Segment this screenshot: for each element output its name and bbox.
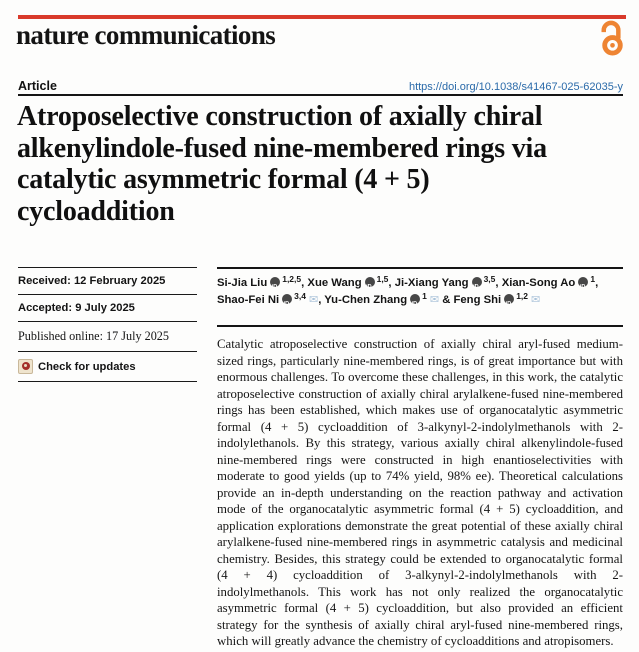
title-line: catalytic asymmetric formal (4 + 5) (17, 164, 430, 195)
author: Xue Wang iD $^{1,5}$, (307, 277, 394, 289)
orcid-icon[interactable] (578, 277, 588, 287)
affiliation-superscript: 1,5 (376, 274, 389, 284)
affiliation-superscript: 1 (422, 291, 427, 301)
author: Si-Jia Liu iD $^{1,2,5}$, (217, 277, 307, 289)
doi-link[interactable]: https://doi.org/10.1038/s41467-025-62035-y (408, 81, 623, 93)
main-column (217, 267, 623, 650)
journal-wordmark: nature communications (16, 20, 276, 50)
article-type-label: Article (18, 79, 57, 93)
title-line: Atroposelective construction of axially chiral (17, 101, 543, 132)
title-line: cycloaddition (17, 195, 175, 227)
published-date: Published online: 17 July 2025 (18, 321, 197, 351)
email-icon[interactable]: ✉ (429, 294, 440, 306)
author: Shao-Fei Ni iD $^{3,4}$ ✉, (217, 294, 324, 306)
open-access-icon (599, 20, 626, 56)
orcid-icon[interactable] (282, 294, 292, 304)
author: Feng Shi iD $^{1,2}$ ✉ (454, 294, 541, 306)
article-meta-row (18, 79, 623, 93)
author: Yu-Chen Zhang iD $^1$ ✉ & (324, 294, 453, 306)
author: Ji-Xiang Yang iD $^{3,5}$, (395, 277, 502, 289)
orcid-icon[interactable] (365, 277, 375, 287)
header-divider (18, 94, 623, 96)
crossmark-icon (18, 359, 33, 374)
affiliation-superscript: 3,5 (483, 274, 496, 284)
affiliation-superscript: 1,2 (516, 291, 529, 301)
orcid-icon[interactable] (270, 277, 280, 287)
affiliation-superscript: 1 (590, 274, 596, 284)
author-list (217, 267, 623, 309)
orcid-icon[interactable] (472, 277, 482, 287)
orcid-icon[interactable] (410, 294, 420, 304)
accepted-date: Accepted: 9 July 2025 (18, 294, 197, 321)
dates-sidebar (18, 267, 197, 382)
author-line (217, 275, 623, 292)
author: Xian-Song Ao iD $^1$, (502, 277, 599, 289)
email-icon[interactable]: ✉ (308, 294, 319, 306)
affiliation-superscript: 3,4 (294, 291, 306, 301)
journal-brand-bar (18, 15, 626, 19)
title-line: alkenylindole-fused nine-membered rings via (17, 132, 547, 164)
author-line (217, 292, 623, 309)
abstract-text: Catalytic atroposelective construction of axially chiral aryl-fused medium-sized rings, particularly nine-membered rings, is of great importance but with enormous challenges. To overcome these challenges, in this work, the catalytic atroposelective construction of axially chiral arylalkene-fused nine-membered rings has been established, which makes use of organocatalytic asymmetric formal (4 + 5) cycloaddition of 3-alkynyl-2-indolylmethanols with 2-indolylethanols. By this strategy, various axially chiral alkenylindole-fused nine-membered rings were constructed in high enantioselectivities with moderate to good yields (up to 74% yield, 98% ee). Theoretical calculations provide an in-depth understanding on the reaction pathway and activation mode of the organocatalytic asymmetric formal (4 + 5) cycloaddition, and application explorations demonstrate the great potential of these axially chiral arylalkene-fused nine-membered rings in asymmetric catalysis and medicinal chemistry. Besides, this strategy could be extended to organocatalytic formal (4 + 4) cycloaddition of 3-alkynyl-2-indolylmethanols with 2-indolylmethanols. This work has not only realized the organocatalytic asymmetric formal (4 + 5) cycloaddition, but also provided an efficient strategy for the synthesis of axially chiral aryl-fused nine-membered rings, which will greatly advance the chemistry of cycloadditions and atropisomers. (217, 325, 623, 650)
affiliation-superscript: 1,2,5 (282, 274, 302, 284)
orcid-icon[interactable] (504, 294, 514, 304)
received-date: Received: 12 February 2025 (18, 267, 197, 294)
check-for-updates-button[interactable] (18, 351, 197, 382)
check-for-updates-label: Check for updates (38, 360, 136, 373)
article-title (17, 101, 629, 227)
email-icon[interactable]: ✉ (531, 294, 541, 306)
